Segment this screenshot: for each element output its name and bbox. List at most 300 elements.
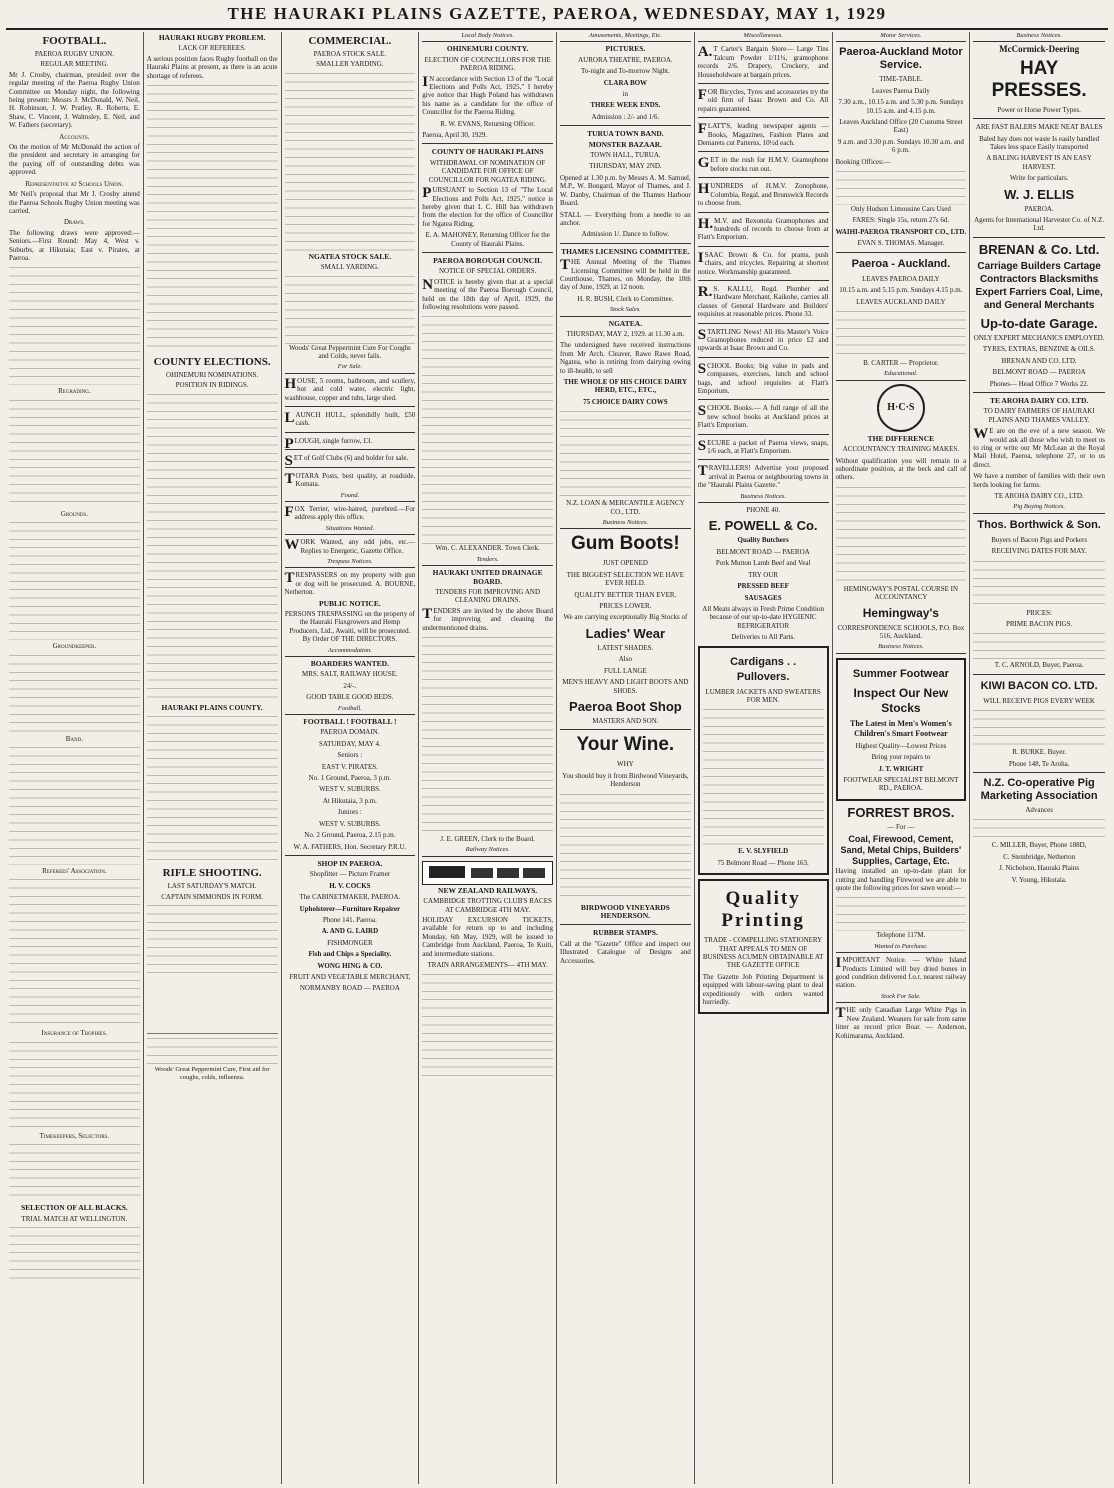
postal-course: HEMINGWAY'S POSTAL COURSE IN ACCOUNTANCY — [843, 584, 959, 602]
mahoney-signature: E. A. MAHONEY, Returning Officer for the County of Hauraki Plains. — [425, 231, 550, 248]
job-printing-text: The Gazette Job Printing Department is equipped with labour-saving plant to deal expeditiously with orders wanted hurriedly. — [702, 972, 824, 1006]
football-ad-title: FOOTBALL ! FOOTBALL ! — [303, 717, 397, 727]
highest-quality: Highest Quality—Lowest Prices — [855, 741, 947, 750]
election-heading: ELECTION OF COUNCILLORS FOR THE PAEROA RIDING. — [424, 55, 551, 73]
advances-label: Advances — [1025, 806, 1053, 815]
divider — [698, 399, 829, 400]
local-body-heading: Local Body Notices. — [422, 32, 553, 42]
divider — [973, 237, 1105, 238]
evans-signature: R. W. EVANS, Returning Officer. — [440, 119, 535, 128]
full-range: FULL LANGE — [604, 666, 647, 675]
meat-types: Pork Mutton Lamb Beef and Veal — [715, 559, 811, 568]
write-particulars: Write for particulars. — [1009, 174, 1069, 183]
train-illustration — [422, 861, 553, 885]
text-block — [285, 71, 416, 251]
excursion-text: HOLIDAY EXCURSION TICKETS, available for return up to and including Monday, 6th May, 1929, will be issued to Cambridge from Auckland, Paeroa, Te Kuiti, and intermediate stations. — [422, 916, 553, 958]
quality-printing-title: Quality Printing — [721, 888, 805, 932]
admission: Admission : 2/- and 1/6. — [591, 112, 660, 121]
flatt-ad: FLATT'S, leading newspaper agents — Books, Magazines, Fashion Plates and Demarets cut Patterns, 10½d each. — [697, 121, 829, 148]
paeroa-auckland-title: Paeroa - Auckland. — [851, 257, 951, 270]
instructions-text: The undersigned have received instructions from Mr Arch. Cleaver, Rawe Rawe Road, Ngatea, who is retiring from dairying owing to ill-health, to sell — [560, 341, 691, 375]
totara-ad: TOTARA Posts, best quality, at roadside, Komata. — [284, 470, 416, 489]
eve-text: WE are on the eve of a new season. We would ask all those who wish to meet us to ring or write our Mr McLean at the Royal Mail Hotel, Paeroa, telephone 27, or to us direct. — [973, 426, 1105, 469]
column-7 — [833, 32, 971, 1484]
text-block — [147, 714, 278, 864]
wanted-purchase-heading: Wanted to Purchase. — [836, 943, 967, 953]
vineyards-text: You should buy it from Birdwood Vineyards, Henderson — [562, 771, 689, 789]
fish-chips: Fish and Chips a Speciality. — [308, 950, 392, 959]
text-block — [147, 83, 278, 353]
divider — [973, 392, 1105, 393]
difference-title: THE DIFFERENCE — [867, 433, 935, 443]
football-ad-heading: Football. — [285, 705, 416, 715]
pigs-ad: THE only Canadian Large White Pigs in New Zealand. Weaners for sale from same litter as record price Boar. — Anderson, Kohimarama, Auckland. — [835, 1005, 967, 1040]
young: V. Young, Hikutaia. — [1011, 875, 1067, 884]
divider — [285, 855, 416, 856]
column-6 — [695, 32, 833, 1484]
divider — [698, 323, 829, 324]
trespass-heading: Trespass Notices. — [285, 558, 416, 568]
why-label: WHY — [617, 760, 634, 769]
text-block — [9, 1142, 140, 1202]
carrying: We are carrying exceptionally Big Stocks of — [563, 613, 688, 622]
text-block — [147, 1036, 278, 1066]
divider — [973, 118, 1105, 119]
text-block — [422, 635, 553, 835]
text-block — [703, 707, 824, 847]
divider — [560, 125, 691, 126]
tyres-extras: TYRES, EXTRAS, BENZINE & OILS. — [982, 345, 1096, 354]
shop-heading: SHOP IN PAEROA. — [317, 858, 383, 868]
leaves-auckland-daily: LEAVES AUCKLAND DAILY — [856, 297, 946, 306]
coal-supplies: Coal, Firewood, Cement, Sand, Metal Chips, Builders' Supplies, Cartage, Etc. — [840, 834, 962, 867]
bring-repairs: Bring your repairs to — [871, 753, 931, 762]
quality-butchers: Quality Butchers — [737, 536, 789, 545]
fishmonger: FISHMONGER — [327, 938, 373, 947]
baled-hay: Baled hay does not waste Is easily handled Takes less space Easily transported — [979, 134, 1100, 152]
te-aroha-signature: TE AROHA DAIRY CO., LTD. — [994, 491, 1084, 500]
business-heading: Business Notices. — [836, 643, 967, 653]
football-title: FOOTBALL. — [42, 35, 107, 47]
opened-text: Opened at 1.30 p.m. by Messrs A. M. Samuel, M.P., W. Bongard, Mayor of Thames, and J. W. Danby, Chairman of the Thames Harbour Board. — [560, 173, 691, 208]
ground-1: No. 1 Ground, Paeroa, 3 p.m. — [308, 774, 392, 783]
public-notice-text: PERSONS TRESPASSING on the property of the Hauraki Flaxgrowers and Hemp Producers, Ltd., Awaiti, will be prosecuted. By Order OF THE DIRECTORS. — [284, 609, 415, 644]
belmont-road: BELMONT ROAD — PAEROA — [716, 547, 810, 556]
gum-boots-title: Gum Boots! — [571, 533, 680, 555]
divider — [560, 924, 691, 925]
carriage-icon — [497, 868, 519, 878]
divider — [285, 406, 416, 407]
isaac-ad: ISAAC Brown & Co. for prams, push chairs, and tricycles. Repairing at shortest notice. Workmanship guaranteed. — [697, 249, 829, 276]
column-3 — [282, 32, 420, 1484]
house-ad: HOUSE, 5 rooms, bathroom, and scullery, hot and cold water, electric light, washhouse, copper and tubs, large shed. — [284, 375, 416, 402]
meeting-text: Mr J. Crosby, chairman, presided over the regular meeting of the Paeroa Rugby Union Committee on Monday night, the following being present: Messrs J. McDonald, W. Neil, H. Robinson, J. W. Pratley, R. Roberts, E. Shaw, C. Vincent, J. Walmsley, E. Neil, and W. Fathers (secretary). — [9, 70, 140, 130]
east-pirates: EAST V. PIRATES. — [321, 762, 378, 771]
brenan-services: Carriage Builders Cartage Contractors Blacksmiths Expert Farriers Coal, Lime, and General Merchants — [975, 260, 1103, 311]
hcs-emblem-icon: H·C·S — [877, 384, 925, 432]
sausages: SAUSAGES — [744, 593, 782, 602]
inspect-stocks: Inspect Our New Stocks — [853, 685, 949, 715]
turua-band: TURUA TOWN BAND. — [587, 129, 664, 139]
telephone-117m: Telephone 117M. — [876, 931, 926, 940]
waihi-transport: WAIHI-PAEROA TRANSPORT CO., LTD. — [835, 227, 967, 236]
west-suburbs: WEST V. SUBURBS. — [318, 785, 381, 794]
hikutaia: At Hikutaia, 3 p.m. — [322, 796, 377, 805]
text-block — [836, 485, 967, 585]
stembridge: C. Stembridge, Netherton — [1003, 852, 1076, 861]
small-yarding-heading: SMALL YARDING. — [320, 263, 379, 272]
school-ad: SCHOOL Books; big value in pads and compasses, exercises, lunch and school bags, and school requisites at Flatt's Emporium. — [697, 360, 829, 395]
column-5 — [557, 32, 695, 1484]
masters-son: MASTERS AND SON. — [592, 716, 659, 725]
borthwick-title: Thos. Borthwick & Son. — [977, 518, 1101, 531]
bacon-buyers: Buyers of Bacon Pigs and Porkers — [991, 535, 1088, 544]
phones: Phones— Head Office 7 Works 22. — [989, 379, 1089, 388]
brenan-title: BRENAN & Co. Ltd. — [978, 241, 1100, 257]
trespass-ad: TRESPASSERS on my property with gun or dog will be prosecuted. A. BOURNE, Netherton. — [284, 570, 416, 597]
boarders-heading: BOARDERS WANTED. — [310, 659, 389, 668]
aurora-theatre: AURORA THEATRE, PAEROA. — [578, 55, 673, 64]
pursuant-notice: PURSUANT to Section 13 of "The Local Elections and Polls Act, 1925," notice is hereby given that I. C. Hill has withdrawn from the election for the office of Councillor for Ngatea Riding. — [422, 185, 553, 228]
drainage-board-title: HAURAKI UNITED DRAINAGE BOARD. — [432, 568, 543, 586]
west-suburbs-2: WEST V. SUBURBS. — [318, 819, 381, 828]
paeroa-times-2: 10.15 a.m. and 5.15 p.m. Sundays 4.15 p.m. — [839, 286, 963, 295]
rexonola-ad: H.M.V. and Rexonola Gramophones and hundreds of records to choose from at Flatt's Emporium. — [697, 215, 829, 242]
text-block — [973, 708, 1105, 748]
divider — [836, 252, 967, 253]
hay-presses: HAY PRESSES. — [991, 57, 1087, 101]
licensing-text: THE Annual Meeting of the Thames Licensing Committee will be held in the Courthouse, Thames, on Monday, the 10th day of June, 1929, at 12 noon. — [560, 257, 691, 292]
golf-ad: SET of Golf Clubs (6) and holder for sale. — [284, 453, 409, 470]
boarders-tagline: GOOD TABLE GOOD BEDS. — [306, 693, 394, 702]
boarders-text: MRS. SALT, RAILWAY HOUSE. — [301, 670, 398, 679]
agents-text: Agents for International Harvester Co. of N.Z. Ltd. — [974, 216, 1105, 233]
text-block — [9, 877, 140, 1027]
your-wine: Your Wine. — [576, 734, 675, 756]
peppermint-ad: Woods' Great Peppermint Cure, First aid for coughs, colds, influenza. — [154, 1066, 270, 1082]
leaves-auckland: Leaves Auckland Office (20 Customs Street East) — [839, 118, 963, 135]
rep-text: Mr Neil's proposal that Mr J. Crosby attend the Paeroa Schools Rugby Union meeting was carried. — [9, 190, 140, 215]
juniors-label: Juniors : — [337, 808, 362, 817]
divider — [698, 117, 829, 118]
referees-heading: Referees' Association. — [42, 866, 107, 875]
startling-ad: STARTLING News! All His Master's Voice Gramophones reduced in price £2 and upwards at Isaac Brown and Co. — [697, 326, 829, 353]
carriage-icon — [471, 868, 493, 878]
tenders-subheading: TENDERS FOR IMPROVING AND CLEANING DRAINS. — [435, 588, 541, 605]
stock-sales-heading: Stock Sales. — [560, 306, 691, 316]
divider — [698, 151, 829, 152]
mccormick-title: McCormick-Deering — [999, 44, 1080, 55]
text-block — [973, 817, 1105, 841]
cardigans-ad — [698, 646, 829, 876]
divider — [973, 674, 1105, 675]
divider — [285, 432, 416, 433]
divider — [560, 729, 691, 730]
three-week-ends: THREE WEEK ENDS. — [590, 101, 661, 110]
seniors-label: Seniors : — [337, 751, 363, 760]
rugby-problem-text: A serious position faces Rugby football on the Hauraki Plains at present, as there is an acute shortage of referees. — [146, 54, 278, 80]
plough-ad: PLOUGH, single furrow, £3. — [284, 435, 372, 452]
wright-name: J. T. WRIGHT — [878, 764, 924, 773]
wong-hing: WONG HING & CO. — [317, 961, 383, 970]
divider — [698, 280, 829, 281]
draws-heading: Draws. — [63, 218, 85, 227]
text-block — [836, 895, 967, 931]
stock-sale-heading: PAEROA STOCK SALE. — [313, 50, 387, 58]
fathers-signature: W. A. FATHERS, Hon. Secretary P.R.U. — [293, 842, 407, 851]
divider — [973, 772, 1105, 773]
accommodation-heading: Accommodation. — [285, 647, 416, 657]
bush-signature: H. R. BUSH, Clerk to Committee. — [577, 294, 674, 303]
travellers-ad: TRAVELLERS! Advertise your proposed arrival in Paeroa or neighbouring towns in the "Hauraki Plains Gazette." — [697, 463, 829, 490]
text-block — [560, 792, 691, 902]
text-block — [422, 972, 553, 1082]
divider — [698, 177, 829, 178]
alexander-signature: Wm. C. ALEXANDER. Town Clerk. — [435, 544, 540, 553]
woods-ad: Woods' Great Peppermint Cure For Coughs and Colds, never fails. — [288, 343, 411, 361]
column-8 — [970, 32, 1108, 1484]
cambridge-heading: CAMBRIDGE TROTTING CLUB'S RACES AT CAMBRIDGE 4TH MAY. — [423, 897, 552, 914]
divider — [285, 467, 416, 468]
forrest-bros-title: FORREST BROS. — [847, 804, 955, 820]
text-block — [147, 392, 278, 702]
commercial-title: COMMERCIAL. — [308, 35, 392, 47]
prices-label: PRICES: — [1026, 608, 1052, 617]
ellis-name: W. J. ELLIS — [1004, 186, 1075, 202]
text-block — [147, 903, 278, 973]
text-block — [9, 653, 140, 733]
timetable: TIME-TABLE. — [879, 75, 923, 84]
text-block — [836, 169, 967, 205]
without-text: Without qualification you will remain in a subordinate position, at the beck and call of others. — [835, 456, 967, 482]
paeroa-label: PAEROA. — [1024, 204, 1054, 213]
garage-title: Up-to-date Garage. — [980, 315, 1098, 331]
accountancy-training: ACCOUNTANCY TRAINING MAKES. — [842, 445, 960, 454]
divider — [698, 246, 829, 247]
launch-ad: LAUNCH HULL, splendidly built, £50 cash. — [284, 410, 416, 428]
important-notice: IMPORTANT Notice. — White Island Products Limited will buy dried bones in good condition delivered f.o.r. nearest railway station. — [835, 955, 967, 990]
paeroa-times: 7.30 a.m., 10.15 a.m. and 5.30 p.m. Sundays 10.15 a.m. and 4.15 p.m. — [838, 98, 964, 115]
power-types: Power or Horse Power Types. — [997, 105, 1081, 114]
rugby-problem-title: HAURAKI RUGBY PROBLEM. — [158, 33, 266, 42]
tenders-text: TENDERS are invited by the above Board for improving and cleaning the undermentioned drains. — [422, 605, 553, 632]
burke-buyer: R. BURKE. Buyer. — [1012, 748, 1067, 757]
withdrawal-heading: WITHDRAWAL OF NOMINATION OF CANDIDATE FOR OFFICE OF COUNCILLOR FOR NGATEA RIDING. — [428, 158, 547, 184]
selection-heading: SELECTION OF ALL BLACKS. — [20, 1203, 128, 1213]
trophies-heading: Insurance of Trophies. — [41, 1029, 108, 1038]
powell-title: E. POWELL & Co. — [708, 518, 818, 534]
ladies-wear: Ladies' Wear — [585, 625, 666, 641]
fares: FARES: Single 15s, return 27s 6d. — [852, 216, 950, 225]
found-heading: Found. — [285, 492, 416, 502]
miscellaneous-heading: Miscellaneous. — [698, 32, 829, 42]
receiving-dates: RECEIVING DATES FOR MAY. — [991, 547, 1087, 556]
divider — [422, 143, 553, 144]
ngatea-date: THURSDAY, MAY 2, 1929. at 11.30 a.m. — [566, 329, 685, 338]
text-block — [973, 631, 1105, 661]
mens-boots: MEN'S HEAVY AND LIGHT BOOTS AND SHOES. — [562, 678, 689, 695]
biggest-selection: THE BIGGEST SELECTION WE HAVE EVER HELD. — [566, 570, 685, 588]
divider — [698, 357, 829, 358]
leaves-paeroa: Leaves Paeroa Daily — [871, 86, 930, 95]
divider — [560, 243, 691, 244]
divider — [698, 459, 829, 460]
railway-heading: Railway Notices. — [422, 846, 553, 856]
boarders-price: 24/-. — [343, 681, 357, 690]
shopfitter: Shopfitter — Picture Framer — [309, 870, 391, 879]
normanby-road: NORMANBY ROAD — PAEROA — [299, 984, 400, 993]
trade-text: TRADE - COMPELLING STATIONERY THAT APPEALS TO MEN OF BUSINESS ACUMEN OBTAINABLE AT THE GAZETTE OFFICE — [702, 936, 824, 970]
belmont-road: BELMONT ROAD — PAEROA — [992, 368, 1086, 377]
bicycles-ad: FOR Bicycles, Tyres and accessories try the old firm of Isaac Brown and Co. All repairs guaranteed. — [697, 87, 829, 113]
te-aroha-title: TE AROHA DAIRY CO. LTD. — [989, 395, 1089, 405]
lumber-jackets: LUMBER JACKETS AND SWEATERS FOR MEN. — [705, 687, 821, 704]
lack-referees-heading: LACK OF REFEREES. — [178, 44, 246, 53]
kiwi-bacon-title: KIWI BACON CO. LTD. — [980, 679, 1098, 692]
text-block — [973, 559, 1105, 609]
county-elections-title: COUNTY ELECTIONS. — [153, 356, 271, 369]
fast-balers: ARE FAST BALERS MAKE NEAT BALES — [975, 123, 1103, 132]
divider — [698, 434, 829, 435]
auckland-times: 9 a.m. and 3.30 p.m. Sundays 10.30 a.m. and 6 p.m. — [837, 137, 964, 155]
last-match-heading: LAST SATURDAY'S MATCH. — [167, 882, 257, 891]
in-label: in — [622, 90, 629, 99]
situations-heading: Situations Wanted. — [285, 525, 416, 535]
ground-2: No. 2 Ground, Paeroa, 2.15 p.m. — [304, 831, 396, 840]
boot-shop: Paeroa Boot Shop — [569, 698, 682, 714]
text-block — [836, 309, 967, 359]
nz-cooperative-title: N.Z. Co-operative Pig Marketing Association — [980, 777, 1098, 803]
draws-text: The following draws were approved:— Seniors.—First Round: May 4, West v. Suburbs, at Hikutaia; East v. Pirates, at Paeroa. — [9, 228, 140, 262]
column-1 — [6, 32, 144, 1484]
withdrawal-notice: IN accordance with Section 13 of the "Local Elections and Polls Act, 1925," I hereby give notice that Hugh Poland has withdrawn his name as a candidate for the office of Councillor for the Paeroa Riding. — [422, 73, 553, 117]
pig-buying-heading: Pig Buying Notices. — [973, 503, 1105, 513]
laird-name: A. AND G. LAIRD — [321, 927, 379, 936]
phone-40: PHONE 40. — [746, 506, 781, 515]
booking-offices: Booking Offices:— — [835, 157, 891, 166]
text-block — [9, 745, 140, 865]
ngatea-title: NGATEA. — [608, 318, 643, 328]
cardigans-title: Cardigans . . Pullovers. — [730, 655, 797, 683]
text-block — [422, 314, 553, 544]
correspondence-schools: CORRESPONDENCE SCHOOLS, P.O. Box 516, Auckland. — [837, 623, 965, 640]
families-text: We have a number of families with their own herds looking for farms. — [973, 472, 1105, 489]
carter-proprietor: B. CARTER — Proprietor. — [863, 358, 939, 367]
motor-service-title: Paeroa-Auckland Motor Service. — [839, 46, 963, 72]
thursday: THURSDAY, MAY 2ND. — [589, 162, 662, 171]
text-block — [560, 409, 691, 499]
printing-ad — [698, 879, 829, 1014]
rubber-stamps: RUBBER STAMPS. — [592, 928, 658, 938]
public-notice-heading: PUBLIC NOTICE. — [319, 598, 381, 608]
tonight: To-night and To-morrow Night. — [581, 67, 670, 76]
regrading-heading: Regrading. — [58, 387, 91, 396]
position-ridings-heading: POSITION IN RIDINGS. — [175, 381, 249, 390]
accounts-heading: Accounts. — [59, 132, 90, 141]
cabinetmaker: The CABINETMAKER, PAEROA. — [299, 893, 401, 902]
slyfield-name: E. V. SLYFIELD — [738, 847, 789, 856]
text-block — [285, 274, 416, 344]
for-label: — For — — [887, 822, 915, 831]
slyfield-address: 75 Belmont Road — Phone 163. — [717, 858, 809, 867]
dairy-farmers: TO DAIRY FARMERS OF HAURAKI PLAINS AND THAMES VALLEY. — [983, 407, 1095, 424]
town-hall: TOWN HALL, TURUA. — [590, 151, 661, 160]
train-arrangements-heading: TRAIN ARRANGEMENTS— 4TH MAY. — [427, 961, 548, 970]
phone-141: Phone 141. Paeroa. — [322, 915, 377, 924]
paeroa-domain: PAEROA DOMAIN. — [320, 728, 380, 737]
special-orders-text: NOTICE is hereby given that at a special meeting of the Paeroa Borough Council, held on the 18th day of April, 1929, the following resolutions were passed. — [422, 276, 553, 311]
motor-services-heading: Motor Services. — [836, 32, 967, 42]
carter-ad: A.T Carter's Bargain Store— Large Tins Talcum Powder 1/11¼, gramophone records 2/6. Drapery, Crockery, and Householdware at bargain prices. — [697, 44, 829, 79]
meats-text: All Meats always in Fresh Prime Condition because of our up-to-date HYGIENIC REFRIGERATOR — [702, 604, 824, 630]
baling-harvest: A BALING HARVEST IS AN EASY HARVEST. — [986, 154, 1092, 171]
ohinemuri-nominations-heading: OHINEMURI NOMINATIONS. — [166, 371, 259, 380]
summer-footwear-title: Summer Footwear — [852, 667, 949, 680]
work-ad: WORK Wanted, any odd jobs, etc.—Replies to Energetic, Gazette Office. — [284, 537, 416, 555]
rugby-union-heading: PAEROA RUGBY UNION. — [34, 50, 114, 58]
saturday-date: SATURDAY, MAY 4. — [319, 739, 381, 748]
just-opened: JUST OPENED — [602, 559, 648, 568]
licensing-title: THAMES LICENSING COMMITTEE. — [561, 246, 690, 256]
cocks-name: H. V. COCKS — [329, 881, 371, 890]
ngatea-sale-heading: NGATEA STOCK SALE. — [308, 251, 392, 261]
divider — [698, 212, 829, 213]
stock-sale-heading: Stock For Sale. — [836, 993, 967, 1003]
phone-148: Phone 148, Te Aroha. — [1008, 759, 1070, 768]
carriage-icon — [523, 868, 545, 878]
text-block — [9, 398, 140, 508]
arnold-buyer: T. C. ARNOLD, Buyer, Paeroa. — [994, 661, 1084, 670]
pressed-beef: PRESSED BEEF — [737, 582, 789, 591]
upholsterer: Upholsterer—Furniture Repairer — [299, 904, 401, 913]
quality-better: QUALITY BETTER THAN EVER. — [574, 590, 677, 599]
school-ad-2: SCHOOL Books.— A full range of all the new school books at Auckland prices at Flatt's Emporium. — [697, 403, 829, 430]
rifle-shooting-title: RIFLE SHOOTING. — [162, 867, 262, 880]
secure-ad: SECURE a packet of Paeroa views, snaps, 1/6 each, at Flatt's Emporium. — [697, 437, 829, 456]
brenan-co: BRENAN AND CO. LTD. — [1001, 356, 1077, 365]
business-heading: Business Notices. — [560, 519, 691, 529]
leaves-paeroa-daily: LEAVES PAEROA DAILY — [862, 274, 940, 283]
birdwood-vineyards: BIRDWOOD VINEYARDS HENDERSON. — [580, 902, 670, 920]
footwear-ad — [836, 658, 967, 801]
borough-council-title: PAEROA BOROUGH COUNCIL — [433, 255, 543, 265]
latest-footwear: The Latest in Men's Women's Children's Smart Footwear — [850, 718, 952, 738]
notice-date: Paeroa, April 30, 1929. — [422, 131, 488, 140]
smaller-yarding-heading: SMALLER YARDING. — [316, 60, 384, 69]
deliveries: Deliveries to All Parts. — [731, 633, 796, 642]
educational-heading: Educational. — [836, 370, 967, 380]
groundkeeper-heading: Groundkeeper. — [52, 642, 97, 651]
try-our: TRY OUR — [748, 570, 779, 579]
locomotive-icon — [429, 866, 465, 878]
dairy-cows: 75 CHOICE DAIRY COWS — [583, 397, 668, 406]
divider — [285, 449, 416, 450]
green-signature: J. E. GREEN, Clerk to the Board. — [440, 835, 535, 844]
hemingway-title: Hemingway's — [862, 605, 939, 620]
miller-buyer: C. MILLER, Buyer, Phone 188D, — [991, 841, 1087, 850]
footwear-specialist: FOOTWEAR SPECIALIST BELMONT RD., PAEROA. — [843, 776, 959, 793]
railways-title: NEW ZEALAND RAILWAYS. — [438, 885, 538, 895]
rubber-stamps-text: Call at the "Gazette" Office and inspect our Illustrated Catalogue of Designs and Accessories. — [560, 939, 691, 965]
monster-bazaar: MONSTER BAZAAR. — [588, 139, 663, 149]
text-block — [9, 1040, 140, 1130]
band-heading: Band. — [65, 734, 83, 743]
text-block — [9, 1225, 140, 1285]
special-orders-heading: NOTICE OF SPECIAL ORDERS. — [438, 267, 537, 276]
latest-shades: LATEST SHADES. — [597, 643, 654, 652]
stall-text: STALL — Everything from a needle to an anchor. — [560, 210, 691, 227]
ohinemuri-county-title: OHINEMURI COUNTY. — [446, 44, 529, 54]
